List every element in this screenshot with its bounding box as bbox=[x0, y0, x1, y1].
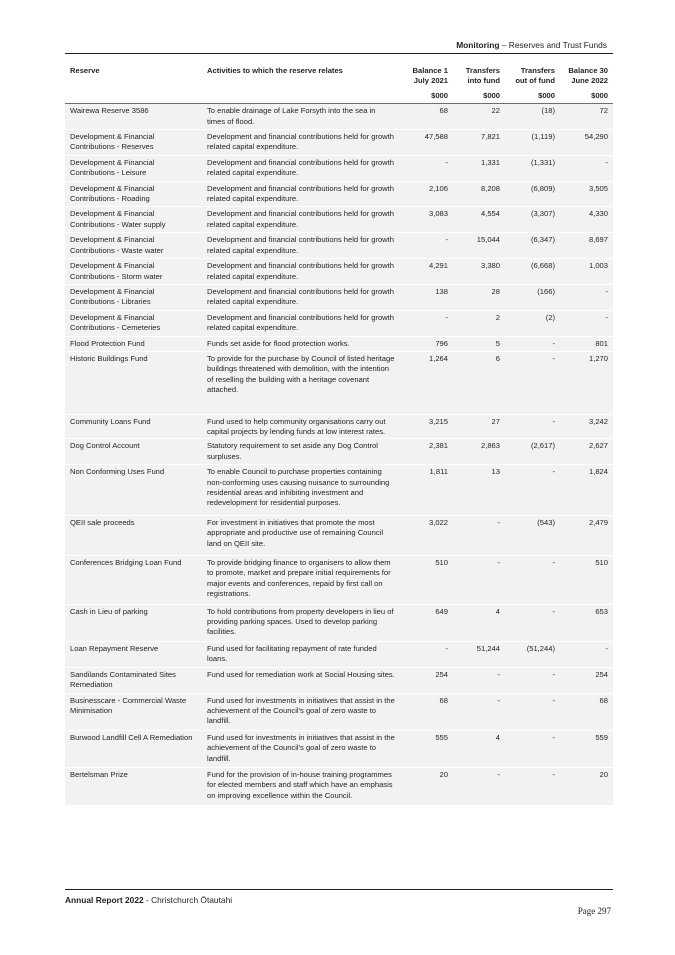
cell-transfers-out: (543) bbox=[537, 517, 555, 527]
reserves-table bbox=[65, 64, 613, 806]
col-header-transfers-in: Transfers into fund bbox=[465, 66, 500, 86]
cell-balance-end: 510 bbox=[595, 558, 608, 568]
cell-balance-end: 8,697 bbox=[588, 235, 608, 245]
cell-transfers-out: - bbox=[552, 695, 555, 705]
cell-activity: Development and financial contributions held for growth related capital expenditure. bbox=[207, 209, 394, 229]
unit-cell bbox=[65, 88, 202, 104]
cell-transfers-out: - bbox=[552, 338, 555, 348]
table-row bbox=[65, 155, 613, 181]
cell-reserve: Historic Buildings Fund bbox=[70, 353, 148, 363]
page-number: Page 297 bbox=[577, 906, 611, 916]
cell-balance-start: 649 bbox=[435, 606, 448, 616]
table-row bbox=[65, 351, 613, 414]
table-row bbox=[65, 439, 613, 465]
cell-activity: To provide bridging finance to organisers to allow them to promote, market and prepare initial requirements for major events and conferences, repaid by first call on registrations. bbox=[207, 558, 391, 599]
cell-transfers-out: (3,307) bbox=[530, 209, 555, 219]
cell-reserve: Development & Financial Contributions - Roading bbox=[70, 183, 155, 204]
unit-cell: $000 bbox=[505, 88, 560, 104]
cell-activity: Fund used for investments in initiatives that assist in the achievement of the Council's goal of zero waste to landfill. bbox=[207, 695, 395, 726]
cell-balance-end: 3,505 bbox=[588, 183, 608, 193]
cell-reserve: Development & Financial Contributions - Water supply bbox=[70, 209, 166, 229]
cell-transfers-out: (18) bbox=[541, 106, 555, 116]
table-row bbox=[65, 207, 613, 233]
cell-transfers-out: (1,119) bbox=[531, 132, 555, 142]
cell-balance-end: 3,242 bbox=[588, 416, 608, 426]
cell-balance-start: 3,083 bbox=[428, 209, 448, 219]
table-body bbox=[65, 104, 613, 806]
cell-transfers-in: 1,331 bbox=[480, 157, 500, 167]
cell-transfers-in: 2 bbox=[495, 312, 500, 322]
cell-reserve: Wairewa Reserve 3586 bbox=[70, 106, 149, 116]
cell-activity: Funds set aside for flood protection works. bbox=[207, 338, 350, 348]
cell-transfers-in: 4 bbox=[495, 732, 500, 742]
cell-transfers-in: 22 bbox=[491, 106, 500, 116]
table-row bbox=[65, 693, 613, 730]
col-header-activities: Activities to which the reserve relates bbox=[207, 66, 343, 75]
cell-activity: To enable Council to purchase properties containing non-conforming uses causing nuisance to surrounding residential areas and inhibiting investment and redevelopment for residential purposes. bbox=[207, 467, 390, 508]
cell-transfers-out: (6,668) bbox=[530, 261, 555, 271]
col-header-transfers-out: Transfers out of fund bbox=[515, 66, 555, 86]
cell-activity: Fund used for remediation work at Social Housing sites. bbox=[207, 669, 395, 679]
col-header-reserve: Reserve bbox=[70, 66, 100, 75]
footer-rule bbox=[65, 889, 613, 890]
table-row bbox=[65, 767, 613, 805]
cell-transfers-in: 13 bbox=[491, 467, 500, 477]
cell-reserve: Conferences Bridging Loan Fund bbox=[70, 558, 182, 568]
cell-activity: Development and financial contributions held for growth related capital expenditure. bbox=[207, 261, 394, 281]
cell-reserve: Development & Financial Contributions - Storm water bbox=[70, 261, 163, 281]
cell-transfers-out: - bbox=[552, 558, 555, 568]
cell-activity: Development and financial contributions held for growth related capital expenditure. bbox=[207, 183, 394, 204]
cell-activity: Development and financial contributions held for growth related capital expenditure. bbox=[207, 132, 394, 152]
cell-transfers-in: 27 bbox=[491, 416, 500, 426]
cell-transfers-in: 4,554 bbox=[480, 209, 500, 219]
table-row bbox=[65, 181, 613, 207]
cell-reserve: Development & Financial Contributions - Reserves bbox=[70, 132, 155, 152]
cell-balance-end: 1,824 bbox=[588, 467, 608, 477]
cell-reserve: Development & Financial Contributions - Waste water bbox=[70, 235, 164, 255]
cell-activity: Fund used for facilitating repayment of rate funded loans. bbox=[207, 643, 377, 664]
footer-report: Annual Report 2022 bbox=[65, 895, 144, 905]
cell-transfers-in: 6 bbox=[495, 353, 500, 363]
cell-balance-end: 2,479 bbox=[588, 517, 608, 527]
table-row bbox=[65, 233, 613, 259]
table-row bbox=[65, 336, 613, 351]
cell-transfers-out: (6,809) bbox=[530, 183, 555, 193]
cell-transfers-out: - bbox=[552, 467, 555, 477]
cell-balance-end: - bbox=[605, 312, 608, 322]
cell-balance-start: 3,022 bbox=[428, 517, 448, 527]
header-rule bbox=[65, 53, 613, 54]
header-section: Monitoring bbox=[456, 40, 500, 50]
cell-transfers-out: (1,331) bbox=[530, 157, 555, 167]
col-header-balance-end: Balance 30 June 2022 bbox=[568, 66, 608, 86]
table-row bbox=[65, 641, 613, 667]
cell-balance-end: 2,627 bbox=[588, 441, 608, 451]
unit-cell: $000 bbox=[453, 88, 505, 104]
table-row bbox=[65, 730, 613, 767]
cell-reserve: Flood Protection Fund bbox=[70, 338, 145, 348]
cell-transfers-in: 8,208 bbox=[480, 183, 500, 193]
cell-balance-start: - bbox=[445, 157, 448, 167]
cell-balance-start: 1,811 bbox=[429, 467, 448, 477]
cell-balance-start: 68 bbox=[439, 106, 448, 116]
cell-balance-end: 54,290 bbox=[584, 132, 608, 142]
cell-activity: To hold contributions from property developers in lieu of providing parking spaces. Used to develop parking facilities. bbox=[207, 606, 394, 637]
cell-transfers-in: - bbox=[497, 517, 500, 527]
cell-reserve: Cash in Lieu of parking bbox=[70, 606, 148, 616]
cell-balance-start: 555 bbox=[435, 732, 448, 742]
cell-reserve: Development & Financial Contributions - Libraries bbox=[70, 286, 155, 307]
table-row bbox=[65, 414, 613, 439]
cell-transfers-in: 3,380 bbox=[480, 261, 500, 271]
cell-balance-start: 47,588 bbox=[424, 132, 448, 142]
cell-balance-start: 20 bbox=[439, 769, 448, 779]
table-row bbox=[65, 465, 613, 516]
cell-activity: Fund for the provision of in-house training programmes for elected members and staff which have an emphasis on improving excellence within the Council. bbox=[207, 769, 393, 800]
cell-balance-start: 3,215 bbox=[428, 416, 448, 426]
cell-balance-end: 20 bbox=[599, 769, 608, 779]
cell-balance-start: 254 bbox=[435, 669, 448, 679]
table-units-row bbox=[65, 88, 613, 104]
cell-reserve: Bertelsman Prize bbox=[70, 769, 128, 779]
cell-activity: Fund used for investments in initiatives that assist in the achievement of the Council's goal of zero waste to landfill. bbox=[207, 732, 395, 763]
footer-org: - Christchurch Ōtautahi bbox=[145, 895, 233, 905]
cell-balance-end: 72 bbox=[599, 106, 608, 116]
cell-reserve: Burwood Landfill Cell A Remediation bbox=[70, 732, 193, 742]
cell-balance-end: 4,330 bbox=[588, 209, 608, 219]
cell-reserve: QEII sale proceeds bbox=[70, 517, 135, 527]
cell-activity: Development and financial contributions held for growth related capital expenditure. bbox=[207, 312, 394, 333]
cell-transfers-out: - bbox=[552, 353, 555, 363]
cell-reserve: Sandilands Contaminated Sites Remediation bbox=[70, 669, 176, 690]
cell-balance-end: 1,003 bbox=[588, 261, 608, 271]
cell-transfers-in: 4 bbox=[495, 606, 500, 616]
cell-balance-start: 68 bbox=[439, 695, 448, 705]
cell-activity: Development and financial contributions held for growth related capital expenditure. bbox=[207, 286, 394, 307]
cell-transfers-in: 15,044 bbox=[476, 235, 500, 245]
cell-balance-start: - bbox=[445, 643, 448, 653]
unit-cell: $000 bbox=[400, 88, 453, 104]
cell-balance-end: 68 bbox=[599, 695, 608, 705]
cell-activity: To enable drainage of Lake Forsyth into the sea in times of flood. bbox=[207, 106, 376, 126]
cell-balance-end: - bbox=[605, 157, 608, 167]
cell-activity: Fund used to help community organisations carry out capital projects by lending funds at low interest rates. bbox=[207, 416, 386, 436]
cell-transfers-in: - bbox=[497, 695, 500, 705]
cell-balance-end: - bbox=[605, 286, 608, 296]
cell-balance-start: 4,291 bbox=[428, 261, 448, 271]
cell-transfers-in: - bbox=[497, 669, 500, 679]
cell-reserve: Development & Financial Contributions - Cemeteries bbox=[70, 312, 161, 333]
cell-balance-end: - bbox=[605, 643, 608, 653]
cell-balance-start: 2,106 bbox=[428, 183, 448, 193]
cell-balance-end: 1,270 bbox=[588, 353, 608, 363]
unit-cell: $000 bbox=[560, 88, 613, 104]
cell-transfers-out: - bbox=[552, 769, 555, 779]
cell-transfers-out: (2) bbox=[545, 312, 555, 322]
cell-transfers-out: - bbox=[552, 732, 555, 742]
cell-reserve: Community Loans Fund bbox=[70, 416, 151, 426]
cell-activity: For investment in initiatives that promote the most appropriate and productive use of remaining Council land on QEII site. bbox=[207, 517, 384, 548]
cell-transfers-in: 5 bbox=[495, 338, 500, 348]
table-header-row bbox=[65, 64, 613, 88]
header-subsection: – Reserves and Trust Funds bbox=[501, 40, 607, 50]
table-row bbox=[65, 556, 613, 605]
table-row bbox=[65, 310, 613, 336]
cell-reserve: Non Conforming Uses Fund bbox=[70, 467, 165, 477]
cell-balance-start: 796 bbox=[435, 338, 448, 348]
cell-transfers-in: 51,244 bbox=[476, 643, 500, 653]
cell-transfers-out: - bbox=[552, 669, 555, 679]
table-row bbox=[65, 284, 613, 310]
table-row bbox=[65, 667, 613, 693]
cell-transfers-in: - bbox=[497, 558, 500, 568]
cell-activity: Development and financial contributions held for growth related capital expenditure. bbox=[207, 235, 394, 255]
cell-balance-start: 138 bbox=[435, 286, 448, 296]
table-row bbox=[65, 130, 613, 156]
page-header bbox=[456, 40, 607, 50]
cell-transfers-out: (166) bbox=[537, 286, 555, 296]
cell-transfers-in: 28 bbox=[491, 286, 500, 296]
table-row bbox=[65, 515, 613, 555]
cell-transfers-out: (6,347) bbox=[530, 235, 555, 245]
cell-reserve: Development & Financial Contributions - Leisure bbox=[70, 157, 155, 178]
cell-balance-start: - bbox=[445, 312, 448, 322]
cell-balance-end: 559 bbox=[595, 732, 608, 742]
cell-reserve: Businesscare - Commercial Waste Minimisation bbox=[70, 695, 187, 715]
cell-transfers-out: (2,617) bbox=[530, 441, 555, 451]
cell-balance-start: 2,381 bbox=[428, 441, 448, 451]
cell-transfers-in: - bbox=[497, 769, 500, 779]
cell-balance-start: 1,264 bbox=[428, 353, 448, 363]
cell-activity: Statutory requirement to set aside any Dog Control surpluses. bbox=[207, 441, 378, 461]
table-row bbox=[65, 604, 613, 641]
table-row bbox=[65, 104, 613, 130]
cell-balance-start: 510 bbox=[435, 558, 448, 568]
cell-balance-end: 801 bbox=[595, 338, 608, 348]
cell-balance-end: 653 bbox=[595, 606, 608, 616]
unit-cell bbox=[202, 88, 400, 104]
cell-transfers-in: 7,821 bbox=[480, 132, 500, 142]
cell-balance-end: 254 bbox=[595, 669, 608, 679]
cell-transfers-in: 2,863 bbox=[480, 441, 500, 451]
col-header-balance-start: Balance 1 July 2021 bbox=[412, 66, 448, 86]
cell-reserve: Dog Control Account bbox=[70, 441, 140, 451]
cell-reserve: Loan Repayment Reserve bbox=[70, 643, 159, 653]
cell-activity: To provide for the purchase by Council of listed heritage buildings threatened with demolition, with the intention of reselling the building with a heritage covenant attached. bbox=[207, 353, 395, 395]
page-footer bbox=[65, 895, 232, 905]
cell-transfers-out: - bbox=[552, 416, 555, 426]
cell-balance-start: - bbox=[445, 235, 448, 245]
table-row bbox=[65, 259, 613, 285]
cell-transfers-out: - bbox=[552, 606, 555, 616]
cell-activity: Development and financial contributions held for growth related capital expenditure. bbox=[207, 157, 394, 178]
cell-transfers-out: (51,244) bbox=[526, 643, 555, 653]
